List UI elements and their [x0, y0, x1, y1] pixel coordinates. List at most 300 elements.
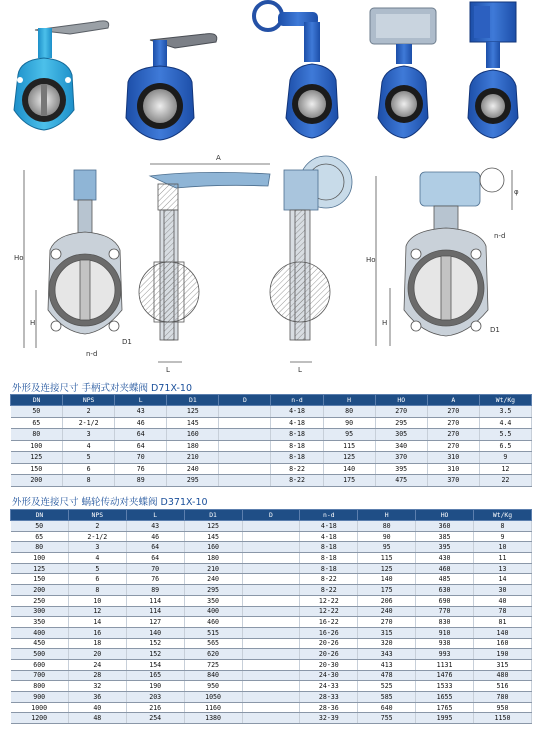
column-header: Wt/Kg	[474, 510, 532, 521]
dim-h-label-2: H	[382, 319, 388, 327]
column-header: A	[427, 395, 479, 406]
table-cell: 140	[358, 574, 416, 585]
table-cell: 725	[184, 659, 242, 670]
table-cell: 95	[323, 429, 375, 441]
table-cell: 300	[11, 606, 69, 617]
table-cell: 20-30	[300, 659, 358, 670]
table-row	[11, 553, 532, 564]
table-cell	[219, 429, 271, 441]
table-cell: 12-22	[300, 606, 358, 617]
table-cell: 43	[126, 521, 184, 532]
table-cell: 95	[358, 542, 416, 553]
table-row	[11, 606, 532, 617]
table-cell: 22	[479, 475, 531, 487]
table-cell: 28-33	[300, 692, 358, 703]
table-cell: 840	[184, 670, 242, 681]
table-cell: 115	[358, 553, 416, 564]
drawing-front-lever	[24, 170, 122, 348]
table-cell: 46	[126, 531, 184, 542]
table-cell: 315	[358, 627, 416, 638]
table-cell: 4	[63, 440, 115, 452]
table-cell: 8-18	[271, 440, 323, 452]
table-cell: 910	[416, 627, 474, 638]
table-cell: 24-33	[300, 681, 358, 692]
table-cell: 8	[474, 521, 532, 532]
table-row	[11, 531, 532, 542]
table-cell: 8	[63, 475, 115, 487]
column-header: HO	[375, 395, 427, 406]
table-cell: 125	[184, 521, 242, 532]
table-cell: 270	[427, 406, 479, 418]
table-row	[11, 429, 532, 441]
table-cell	[242, 521, 300, 532]
table-cell: 1995	[416, 713, 474, 724]
table-cell: 150	[11, 463, 63, 475]
table-cell: 9	[474, 531, 532, 542]
table-cell: 50	[11, 406, 63, 418]
table-cell: 5.5	[479, 429, 531, 441]
table-cell: 70	[126, 563, 184, 574]
table-cell: 14	[474, 574, 532, 585]
dim-ho-label-1: Ho	[14, 254, 24, 262]
table-cell: 270	[427, 440, 479, 452]
table-cell: 89	[126, 585, 184, 596]
table-cell: 16-22	[300, 617, 358, 628]
table-cell: 16-26	[300, 627, 358, 638]
table-cell	[242, 702, 300, 713]
table-cell: 993	[416, 649, 474, 660]
drawing-front-gear	[376, 168, 512, 346]
table1-title: 外形及连接尺寸 手柄式对夹蝶阀 D71X-10	[12, 383, 192, 394]
table-cell: 4	[68, 553, 126, 564]
table-cell: 81	[474, 617, 532, 628]
table-cell: 216	[126, 702, 184, 713]
table-cell: 270	[375, 406, 427, 418]
table-cell: 9	[479, 452, 531, 464]
table-cell: 80	[358, 521, 416, 532]
table-cell: 16	[68, 627, 126, 638]
table-cell: 210	[184, 563, 242, 574]
table-cell: 125	[167, 406, 219, 418]
table-cell: 1131	[416, 659, 474, 670]
table-cell: 76	[126, 574, 184, 585]
table-row	[11, 659, 532, 670]
table-cell: 89	[115, 475, 167, 487]
table-cell: 114	[126, 606, 184, 617]
table-cell: 64	[115, 429, 167, 441]
table-cell: 830	[416, 617, 474, 628]
table-row	[11, 542, 532, 553]
table-cell: 240	[167, 463, 219, 475]
table2-header	[11, 510, 532, 521]
column-header: HO	[416, 510, 474, 521]
table-cell: 1160	[184, 702, 242, 713]
table-cell: 152	[126, 649, 184, 660]
table-row	[11, 574, 532, 585]
table-cell: 12	[479, 463, 531, 475]
table-cell: 270	[427, 429, 479, 441]
table-cell: 30	[474, 585, 532, 596]
table-cell: 203	[126, 692, 184, 703]
table-cell: 700	[11, 670, 69, 681]
table-cell: 4.4	[479, 417, 531, 429]
table-cell: 565	[184, 638, 242, 649]
column-header: DN	[11, 395, 63, 406]
table-cell	[242, 542, 300, 553]
table-cell: 800	[11, 681, 69, 692]
dim-d1-label-1: D1	[122, 338, 132, 346]
table-row	[11, 475, 532, 487]
table-cell: 13	[474, 563, 532, 574]
column-header: NPS	[63, 395, 115, 406]
table-cell: 90	[358, 531, 416, 542]
table-row	[11, 713, 532, 724]
table-cell: 4-18	[300, 531, 358, 542]
table-cell: 4-18	[300, 521, 358, 532]
table-cell: 8-22	[271, 475, 323, 487]
table-row	[11, 585, 532, 596]
table-cell: 525	[358, 681, 416, 692]
table-cell: 1150	[474, 713, 532, 724]
table-row	[11, 617, 532, 628]
table-cell: 310	[427, 463, 479, 475]
table-cell	[242, 649, 300, 660]
table-cell: 152	[126, 638, 184, 649]
table-cell: 140	[126, 627, 184, 638]
table-cell: 206	[358, 595, 416, 606]
table-cell	[242, 574, 300, 585]
dim-nd-label-2: n-d	[494, 232, 506, 240]
table-cell: 3	[68, 542, 126, 553]
table-row	[11, 595, 532, 606]
table-row	[11, 417, 532, 429]
dim-a-label: A	[216, 154, 221, 162]
table-cell: 430	[416, 553, 474, 564]
table-cell	[242, 713, 300, 724]
table-cell: 900	[11, 692, 69, 703]
table-cell	[219, 463, 271, 475]
table-cell: 90	[323, 417, 375, 429]
table-cell: 114	[126, 595, 184, 606]
column-header: Wt/Kg	[479, 395, 531, 406]
table-cell: 254	[126, 713, 184, 724]
table-cell: 80	[11, 429, 63, 441]
table-cell: 1050	[184, 692, 242, 703]
table-cell: 395	[416, 542, 474, 553]
table-cell: 12	[68, 606, 126, 617]
table-cell: 295	[184, 585, 242, 596]
table-cell: 160	[474, 638, 532, 649]
table-cell: 10	[474, 542, 532, 553]
table-cell: 14	[68, 617, 126, 628]
table-d371x	[10, 509, 532, 724]
table-cell: 400	[184, 606, 242, 617]
table-cell: 76	[115, 463, 167, 475]
table-cell: 140	[474, 627, 532, 638]
table-cell: 938	[416, 638, 474, 649]
table-cell: 8-18	[300, 563, 358, 574]
drawing-side-gear	[270, 156, 352, 362]
table-cell: 780	[474, 692, 532, 703]
table-cell: 154	[126, 659, 184, 670]
table2-title: 外形及连接尺寸 蜗轮传动对夹蝶阀 D371X-10	[12, 497, 208, 508]
table-cell: 385	[416, 531, 474, 542]
table-cell: 460	[184, 617, 242, 628]
table-cell: 160	[184, 542, 242, 553]
table-cell: 2	[68, 521, 126, 532]
product-photos	[0, 0, 540, 150]
table-cell: 315	[474, 659, 532, 670]
table-cell	[219, 406, 271, 418]
table-row	[11, 627, 532, 638]
table-cell: 40	[68, 702, 126, 713]
table-cell: 10	[68, 595, 126, 606]
table-cell: 515	[184, 627, 242, 638]
table-cell: 125	[11, 452, 63, 464]
table-cell: 395	[375, 463, 427, 475]
table-cell: 500	[11, 649, 69, 660]
table-cell: 200	[11, 585, 69, 596]
column-header: n-d	[271, 395, 323, 406]
table-cell: 150	[11, 574, 69, 585]
table-cell: 1765	[416, 702, 474, 713]
table-cell: 1655	[416, 692, 474, 703]
table-cell	[242, 681, 300, 692]
table-cell	[242, 627, 300, 638]
table-cell: 240	[358, 606, 416, 617]
table-d71x	[10, 394, 532, 487]
column-header: D1	[167, 395, 219, 406]
table-cell: 140	[323, 463, 375, 475]
table-cell: 180	[184, 553, 242, 564]
dim-l-label-1: L	[166, 366, 170, 374]
column-header: D1	[184, 510, 242, 521]
table-cell: 4-18	[271, 406, 323, 418]
table-cell: 190	[126, 681, 184, 692]
column-header: H	[358, 510, 416, 521]
table-cell: 24	[68, 659, 126, 670]
table-cell: 640	[358, 702, 416, 713]
table-cell: 190	[474, 649, 532, 660]
table-cell: 450	[11, 638, 69, 649]
table-cell	[242, 563, 300, 574]
table-cell: 125	[11, 563, 69, 574]
dim-nd-label-1: n-d	[86, 350, 98, 358]
table-cell: 125	[323, 452, 375, 464]
table-cell: 755	[358, 713, 416, 724]
table-cell	[219, 417, 271, 429]
table-cell: 295	[375, 417, 427, 429]
table-cell: 340	[375, 440, 427, 452]
table-row	[11, 563, 532, 574]
table-cell: 2-1/2	[63, 417, 115, 429]
table-cell: 100	[11, 440, 63, 452]
table-cell: 6	[68, 574, 126, 585]
photo-electric-valve	[468, 2, 518, 138]
table-cell	[219, 475, 271, 487]
table-cell: 64	[115, 440, 167, 452]
table-cell: 1200	[11, 713, 69, 724]
table-cell: 210	[167, 452, 219, 464]
table-cell: 20-26	[300, 638, 358, 649]
table-row	[11, 681, 532, 692]
table-cell: 145	[167, 417, 219, 429]
table-cell: 770	[416, 606, 474, 617]
table-cell: 8-22	[300, 585, 358, 596]
table-cell: 78	[474, 606, 532, 617]
table-cell: 165	[126, 670, 184, 681]
table-row	[11, 521, 532, 532]
table-cell: 295	[167, 475, 219, 487]
table-cell: 485	[416, 574, 474, 585]
table-cell: 160	[167, 429, 219, 441]
table-cell: 36	[68, 692, 126, 703]
table-cell: 18	[68, 638, 126, 649]
table-cell: 516	[474, 681, 532, 692]
table-cell: 320	[358, 638, 416, 649]
table-cell: 43	[115, 406, 167, 418]
table-cell: 180	[167, 440, 219, 452]
table-cell: 64	[126, 542, 184, 553]
table-cell: 48	[68, 713, 126, 724]
table-cell: 630	[416, 585, 474, 596]
table-cell: 80	[11, 542, 69, 553]
table-cell: 8-18	[300, 553, 358, 564]
dim-phi-label: φ	[514, 188, 519, 196]
dim-d1-label-2: D1	[490, 326, 500, 334]
table-cell: 343	[358, 649, 416, 660]
table-cell: 8-18	[271, 452, 323, 464]
table-cell: 145	[184, 531, 242, 542]
table-cell: 413	[358, 659, 416, 670]
table-cell: 270	[427, 417, 479, 429]
table-cell: 8	[68, 585, 126, 596]
photo-lever-valve-blue	[126, 34, 217, 140]
table-cell: 305	[375, 429, 427, 441]
table-cell: 600	[11, 659, 69, 670]
table-cell	[242, 531, 300, 542]
table-cell: 350	[11, 617, 69, 628]
table-cell: 480	[474, 670, 532, 681]
table-cell: 8-18	[271, 429, 323, 441]
column-header: D	[242, 510, 300, 521]
table-cell: 65	[11, 417, 63, 429]
table-cell	[242, 606, 300, 617]
table-cell: 3	[63, 429, 115, 441]
photo-lever-valve-cyan	[14, 21, 109, 130]
table-cell: 32	[68, 681, 126, 692]
table-cell: 5	[63, 452, 115, 464]
table-cell: 28-36	[300, 702, 358, 713]
table-row	[11, 463, 532, 475]
table-cell: 80	[323, 406, 375, 418]
table-cell: 24-30	[300, 670, 358, 681]
table-cell: 250	[11, 595, 69, 606]
table-cell: 11	[474, 553, 532, 564]
column-header: NPS	[68, 510, 126, 521]
table-cell	[219, 440, 271, 452]
table-cell: 3.5	[479, 406, 531, 418]
table-cell: 12-22	[300, 595, 358, 606]
table-cell	[242, 638, 300, 649]
table-cell: 46	[115, 417, 167, 429]
table-cell: 175	[323, 475, 375, 487]
table-cell: 270	[358, 617, 416, 628]
column-header: L	[115, 395, 167, 406]
table-row	[11, 406, 532, 418]
table-cell: 65	[11, 531, 69, 542]
table-cell: 585	[358, 692, 416, 703]
table-cell: 70	[115, 452, 167, 464]
table-cell	[242, 585, 300, 596]
table-cell: 125	[358, 563, 416, 574]
table-cell: 127	[126, 617, 184, 628]
table-cell: 20-26	[300, 649, 358, 660]
table-cell: 370	[427, 475, 479, 487]
table-row	[11, 440, 532, 452]
column-header: DN	[11, 510, 69, 521]
table-cell: 4-18	[271, 417, 323, 429]
table-cell: 1380	[184, 713, 242, 724]
table-cell: 620	[184, 649, 242, 660]
table-cell: 100	[11, 553, 69, 564]
table-cell: 2	[63, 406, 115, 418]
column-header: n-d	[300, 510, 358, 521]
dim-h-label-1: H	[30, 319, 36, 327]
table-cell: 6.5	[479, 440, 531, 452]
table-cell	[242, 659, 300, 670]
table-cell: 5	[68, 563, 126, 574]
table-cell: 400	[11, 627, 69, 638]
dimension-drawings	[0, 150, 540, 380]
table-row	[11, 702, 532, 713]
column-header: D	[219, 395, 271, 406]
dim-l-label-2: L	[298, 366, 302, 374]
table-cell: 950	[184, 681, 242, 692]
dim-ho-label-2: Ho	[366, 256, 376, 264]
table-cell: 460	[416, 563, 474, 574]
table-cell: 8-22	[300, 574, 358, 585]
table-cell: 310	[427, 452, 479, 464]
table-cell	[242, 553, 300, 564]
table-cell: 175	[358, 585, 416, 596]
column-header: H	[323, 395, 375, 406]
table-row	[11, 670, 532, 681]
table-cell: 1533	[416, 681, 474, 692]
table1-header	[11, 395, 532, 406]
table-cell	[242, 670, 300, 681]
table-cell: 360	[416, 521, 474, 532]
table-row	[11, 452, 532, 464]
table-row	[11, 638, 532, 649]
table-row	[11, 649, 532, 660]
photo-pneumatic-valve	[370, 8, 436, 138]
table-cell: 350	[184, 595, 242, 606]
table-cell: 240	[184, 574, 242, 585]
table-cell: 200	[11, 475, 63, 487]
table-cell: 950	[474, 702, 532, 713]
table-cell: 50	[11, 521, 69, 532]
table-cell	[242, 595, 300, 606]
table-cell: 64	[126, 553, 184, 564]
drawing-side-lever	[139, 164, 270, 362]
table-cell: 478	[358, 670, 416, 681]
table-cell: 690	[416, 595, 474, 606]
table-cell: 2-1/2	[68, 531, 126, 542]
table-cell: 1000	[11, 702, 69, 713]
table-cell: 20	[68, 649, 126, 660]
table-cell: 115	[323, 440, 375, 452]
